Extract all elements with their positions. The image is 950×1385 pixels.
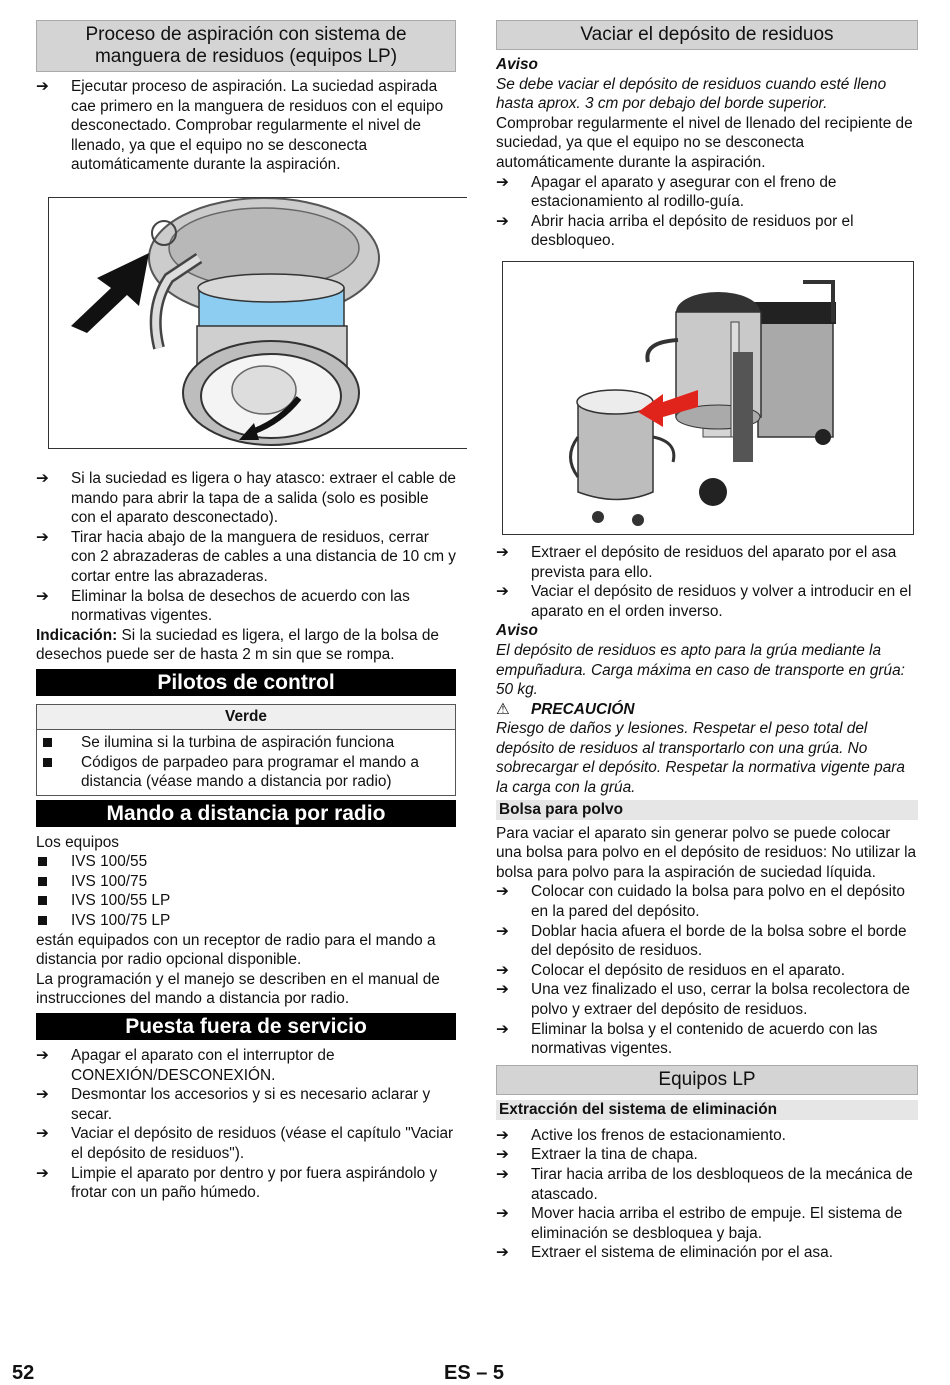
list-item-text: Códigos de parpadeo para programar el mando a distancia (véase mando a distancia por radio) <box>81 753 419 791</box>
list-item <box>496 1204 918 1243</box>
list-item <box>496 543 918 582</box>
section-title-hose-suction: Proceso de aspiración con sistema de manguera de residuos (equipos LP) <box>36 20 456 72</box>
arrow-icon: ➔ <box>496 543 509 561</box>
arrow-icon: ➔ <box>36 587 49 605</box>
hose-figure <box>48 197 467 449</box>
hose-illustration <box>49 198 467 448</box>
radio-text-2: La programación y el manejo se describen en el manual de instrucciones del mando a distancia por radio. <box>36 970 440 1008</box>
list-item <box>496 1145 918 1165</box>
list-item <box>36 1046 456 1085</box>
list-item-text: Active los frenos de estacionamiento. <box>531 1126 786 1144</box>
green-light-box <box>36 704 456 796</box>
list-dust-bag <box>496 882 918 1058</box>
subsection-disposal-removal: Extracción del sistema de eliminación <box>496 1100 918 1120</box>
list-item-text: Se ilumina si la turbina de aspiración funciona <box>81 733 395 751</box>
list-empty-steps <box>496 173 918 251</box>
list-item-text: Mover hacia arriba el estribo de empuje. El sistema de eliminación se desbloquea y baja. <box>531 1205 903 1242</box>
list-hose-steps <box>36 469 456 626</box>
list-item <box>496 173 918 212</box>
square-bullet-icon <box>38 916 47 925</box>
list-remove-steps <box>496 543 918 621</box>
page-number: 52 <box>12 1362 35 1384</box>
subsection-dust-bag: Bolsa para polvo <box>496 800 918 820</box>
note-label: Indicación: <box>36 626 118 644</box>
list-item-text: Ejecutar proceso de aspiración. La suciedad aspirada cae primero en la manguera de residuos con el equipo desconectado. Comprobar regularmente el nivel de llenado, ya que el equipo no se desconecta automáticamente durante la aspiración. <box>71 78 444 174</box>
section-title-control-lights: Pilotos de control <box>36 669 456 696</box>
aviso-label-2: Aviso <box>496 622 538 640</box>
green-light-box-title: Verde <box>37 705 455 730</box>
list-item-text: IVS 100/75 LP <box>71 912 171 930</box>
list-item <box>496 961 918 981</box>
machine-illustration <box>503 262 913 534</box>
caution-heading <box>496 700 918 720</box>
list-disposal <box>496 1126 918 1263</box>
aviso-label-1: Aviso <box>496 56 538 73</box>
section-title-empty-container: Vaciar el depósito de residuos <box>496 20 918 50</box>
arrow-icon: ➔ <box>36 1164 49 1182</box>
list-item <box>496 1126 918 1146</box>
list-item-text: Colocar con cuidado la bolsa para polvo en el depósito en la pared del depósito. <box>531 883 905 921</box>
list-models <box>36 852 456 930</box>
empty-container-text: Comprobar regularmente el nivel de llenado del recipiente de suciedad, ya que el equipo no se desconecta automáticamente durante la aspiración. <box>496 114 913 171</box>
machine-figure <box>502 261 914 535</box>
list-item <box>496 1020 918 1059</box>
caution-label: PRECAUCIÓN <box>531 700 635 718</box>
right-column <box>496 20 918 1263</box>
square-bullet-icon <box>38 896 47 905</box>
arrow-icon: ➔ <box>496 1126 509 1144</box>
list-item-text: Desmontar los accesorios y si es necesario aclarar y secar. <box>71 1086 431 1123</box>
list-item-text: Extraer el sistema de eliminación por el asa. <box>531 1244 833 1262</box>
arrow-icon: ➔ <box>496 212 509 230</box>
list-item-text: Eliminar la bolsa y el contenido de acuerdo con las normativas vigentes. <box>531 1020 878 1058</box>
section-title-lp-devices: Equipos LP <box>496 1065 918 1095</box>
list-item <box>496 922 918 961</box>
aviso-text-1: Se debe vaciar el depósito de residuos cuando esté lleno hasta aprox. 3 cm por debajo del borde superior. <box>496 75 887 113</box>
list-item-text: Tirar hacia abajo de la manguera de residuos, cerrar con 2 abrazaderas de cables a una distancia de 10 cm y cortar entre las abrazaderas. <box>71 528 457 585</box>
arrow-icon: ➔ <box>36 1047 49 1065</box>
radio-intro: Los equipos <box>36 833 120 851</box>
list-item-text: Abrir hacia arriba el depósito de residuos por el desbloqueo. <box>531 212 854 250</box>
arrow-icon: ➔ <box>496 883 509 901</box>
warning-icon: ⚠ <box>496 700 510 718</box>
list-item <box>41 733 451 753</box>
list-item-text: Tirar hacia arriba de los desbloqueos de la mecánica de atascado. <box>531 1165 913 1203</box>
list-item-text: Vaciar el depósito de residuos (véase el capítulo "Vaciar el depósito de residuos"). <box>71 1125 454 1162</box>
list-item <box>496 1165 918 1204</box>
list-item <box>36 587 456 626</box>
list-item-text: Colocar el depósito de residuos en el aparato. <box>531 961 845 979</box>
list-item-text: Si la suciedad es ligera o hay atasco: extraer el cable de mando para abrir la tapa de a salida (solo es posible con el aparato desconectado). <box>71 469 456 527</box>
list-item <box>496 980 918 1019</box>
arrow-icon: ➔ <box>496 583 509 601</box>
square-bullet-icon <box>43 758 52 767</box>
left-column <box>36 20 456 1203</box>
dust-bag-text: Para vaciar el aparato sin generar polvo se puede colocar una bolsa para polvo en el depósito de residuos: No utilizar la bolsa para polvo para la aspiración de suciedad líquida. <box>496 824 917 881</box>
arrow-icon: ➔ <box>496 1244 509 1262</box>
caution-text: Riesgo de daños y lesiones. Respetar el peso total del depósito de residuos al transportarlo con una grúa. No sobrecargar el depósito. Respetar la normativa vigente para la carga con la grúa. <box>496 720 905 797</box>
arrow-icon: ➔ <box>496 981 509 999</box>
section-title-shutdown: Puesta fuera de servicio <box>36 1013 456 1040</box>
page-language-index: ES – 5 <box>444 1362 505 1384</box>
arrow-icon: ➔ <box>36 1125 49 1143</box>
aviso-text-2: El depósito de residuos es apto para la grúa mediante la empuñadura. Carga máxima en caso de transporte en grúa: 50 kg. <box>496 641 905 699</box>
list-item <box>496 212 918 251</box>
radio-text-1: están equipados con un receptor de radio para el mando a distancia por radio opcional disponible. <box>36 931 436 969</box>
list-item <box>41 753 451 792</box>
list-item <box>36 1085 456 1124</box>
arrow-icon: ➔ <box>496 1020 509 1038</box>
list-item <box>36 77 456 175</box>
list-item <box>36 911 456 931</box>
list-item <box>496 882 918 921</box>
list-hose-suction <box>36 77 456 175</box>
list-item-text: Apagar el aparato y asegurar con el freno de estacionamiento al rodillo-guía. <box>531 173 837 211</box>
list-item-text: Limpie el aparato por dentro y por fuera aspirándolo y frotar con un paño húmedo. <box>71 1164 438 1202</box>
arrow-icon: ➔ <box>36 78 49 95</box>
list-item <box>36 852 456 872</box>
list-item-text: Apagar el aparato con el interruptor de CONEXIÓN/DESCONEXIÓN. <box>71 1047 335 1084</box>
square-bullet-icon <box>38 877 47 886</box>
arrow-icon: ➔ <box>496 1146 509 1164</box>
arrow-icon: ➔ <box>496 961 509 979</box>
list-item-text: Una vez finalizado el uso, cerrar la bolsa recolectora de polvo y extraer del depósito de residuos. <box>531 981 910 1018</box>
list-shutdown <box>36 1046 456 1203</box>
list-item <box>36 1124 456 1163</box>
square-bullet-icon <box>43 738 52 747</box>
arrow-icon: ➔ <box>36 528 49 546</box>
list-item <box>496 1243 918 1263</box>
section-title-radio-remote: Mando a distancia por radio <box>36 800 456 827</box>
arrow-icon: ➔ <box>36 469 49 487</box>
arrow-icon: ➔ <box>496 173 509 191</box>
list-item-text: IVS 100/55 LP <box>71 892 171 910</box>
arrow-icon: ➔ <box>36 1086 49 1104</box>
list-item <box>36 1164 456 1203</box>
list-item-text: IVS 100/55 <box>71 853 148 871</box>
list-item-text: Eliminar la bolsa de desechos de acuerdo con las normativas vigentes. <box>71 587 410 625</box>
list-item <box>36 528 456 587</box>
list-item <box>36 872 456 892</box>
list-item <box>36 891 456 911</box>
list-green-light <box>37 730 455 795</box>
note-text: Si la suciedad es ligera, el largo de la bolsa de desechos puede ser de hasta 2 m sin que se rompa. <box>36 626 439 664</box>
square-bullet-icon <box>38 857 47 866</box>
list-item-text: IVS 100/75 <box>71 872 148 890</box>
list-item-text: Extraer la tina de chapa. <box>531 1146 698 1164</box>
arrow-icon: ➔ <box>496 1165 509 1183</box>
list-item <box>36 469 456 528</box>
list-item-text: Doblar hacia afuera el borde de la bolsa sobre el borde del depósito de residuos. <box>531 922 907 960</box>
arrow-icon: ➔ <box>496 922 509 940</box>
arrow-icon: ➔ <box>496 1205 509 1223</box>
note-paragraph <box>36 626 456 665</box>
list-item-text: Vaciar el depósito de residuos y volver a introducir en el aparato en el orden inverso. <box>531 583 912 620</box>
list-item-text: Extraer el depósito de residuos del aparato por el asa prevista para ello. <box>531 543 897 581</box>
list-item <box>496 582 918 621</box>
